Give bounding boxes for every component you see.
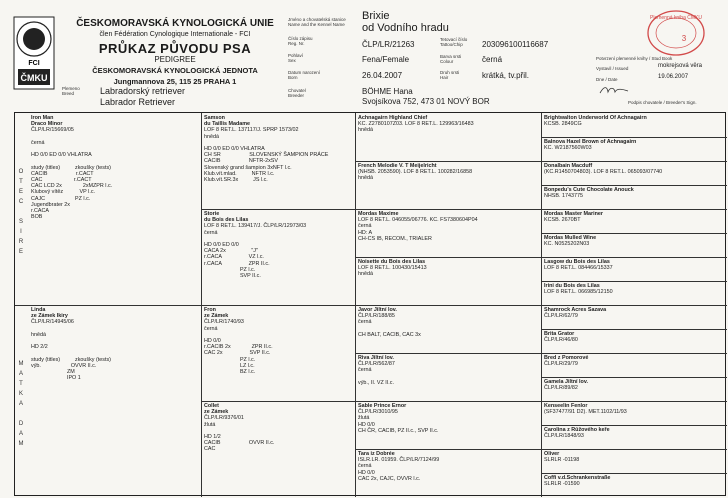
ancestor-cell: [544, 403, 725, 424]
ancestor-name: Irini du Bois des Lilas: [544, 283, 600, 289]
father-side-letter: E: [18, 249, 23, 255]
ancestor-name: Samson du Taillis Madame: [204, 115, 251, 128]
ancestor-name: Linda ze Zámek Ikiry: [31, 307, 68, 320]
ancestor-details: SLRLR -01590: [544, 481, 580, 488]
ancestor-details: ČLP/LR/188/85 černá CH BALT, CACIB, CAC 3x: [358, 313, 421, 338]
label-coat: Druh srsti Hair: [440, 70, 460, 80]
breed-label: Plemeno Breed: [62, 86, 80, 96]
ancestor-cell: [358, 163, 539, 208]
ancestor-details: ČLP/LR/3010/95 žlutá HD 0/0 CH ČR, CACIB, PZ II.c., SVP II.c.: [358, 409, 439, 434]
organization-block: [70, 18, 280, 87]
chip-number: 203096100116687: [482, 40, 549, 49]
ancestor-cell: [544, 163, 725, 184]
issued-label: Vystavil / Issued: [596, 66, 629, 71]
mother-side-letter: A: [18, 431, 23, 437]
ancestor-details: (KC.R1450704803). LOF 8 RET.L. 065093/07740: [544, 169, 663, 176]
mother-side-letter: M: [18, 441, 24, 447]
row-divider: [541, 305, 727, 306]
document-title: PRŮKAZ PŮVODU PSA: [98, 41, 252, 56]
row-divider: [541, 401, 727, 402]
ancestor-cell: [204, 211, 353, 304]
ancestor-name: Mordas Maxime: [358, 211, 399, 217]
ancestor-cell: [544, 475, 725, 496]
label-name: Jméno a chovatelská stanice Name and the Kennel Name: [288, 17, 346, 27]
ancestor-name: Brita Grator: [544, 331, 575, 337]
ancestor-details: (SF37477/91 D2). MET.1102/11/93: [544, 409, 627, 416]
breed-en: Labrador Retriever: [100, 97, 176, 107]
ancestor-details: LOF 8 RET.L. 100430/15413 hnědá: [358, 265, 427, 278]
org-membership: člen Fédération Cynologique Internationale - FCI: [99, 31, 251, 38]
ancestor-name: Shamrock Acres Sazava: [544, 307, 607, 313]
mother-side-letter: K: [18, 391, 23, 397]
org-unit: ČESKOMORAVSKÁ KYNOLOGICKÁ JEDNOTA: [92, 66, 258, 75]
ancestor-name: Riva Jiltní lov.: [358, 355, 394, 361]
stamp-label: Plemenná kniha ČMKU: [650, 15, 702, 21]
date-label: Dne / Date: [596, 77, 618, 82]
ancestor-name: Iron Man Draco Minor: [31, 115, 63, 128]
label-sex: Pohlaví Sex: [288, 53, 304, 63]
color-value: černá: [482, 55, 503, 64]
mother-side-letter: T: [19, 381, 23, 387]
ancestor-details: ČLP/LR/562/87 černá výb., II. VZ II.c.: [358, 361, 395, 386]
ancestor-name: Donalbain Macduff: [544, 163, 593, 169]
breeder-signature-label: Podpis chovatele / Breeder's Sign.: [628, 100, 697, 105]
issued-date: 19.06.2007: [658, 74, 689, 80]
stamp-number: 3: [681, 34, 687, 43]
ancestor-name: Tara iz Dobrée: [358, 451, 395, 457]
logo-text: FCI: [28, 60, 40, 67]
father-side-letter: C: [18, 199, 24, 205]
ancestor-details: KC. W2187560W03: [544, 145, 592, 152]
father-side-letter: I: [20, 229, 22, 235]
ancestor-cell: [544, 139, 725, 160]
row-divider: [541, 425, 727, 426]
coat-value: krátká, tv.přil.: [482, 71, 529, 80]
ancestor-details: KCSB. 2670BT: [544, 217, 581, 224]
ancestor-cell: [31, 307, 199, 496]
ancestor-cell: [544, 379, 725, 400]
breed-cz: Labradorský retriever: [100, 86, 186, 96]
ancestor-cell: [544, 235, 725, 256]
stud-book-label: Potvrzení plemenné knihy / Stud Book: [596, 56, 673, 61]
document-subtitle: PEDIGREE: [154, 55, 196, 64]
row-divider: [541, 353, 727, 354]
ancestor-details: SLRLR -01198: [544, 457, 580, 464]
row-divider: [541, 377, 727, 378]
label-dob: Datum narození Born: [288, 70, 321, 80]
ancestor-cell: [544, 307, 725, 328]
father-side-letter: E: [18, 189, 23, 195]
org-name: ČESKOMORAVSKÁ KYNOLOGICKÁ UNIE: [76, 18, 274, 29]
ancestor-cell: [544, 355, 725, 376]
ancestor-cell: [544, 187, 725, 208]
ancestor-name: Sable Prince Ernor: [358, 403, 407, 409]
mother-side-letter: D: [18, 421, 24, 427]
ancestor-cell: [358, 355, 539, 400]
ancestor-details: ČLP/LR/89/82: [544, 385, 578, 392]
reg-number: ČLP/LR/21263: [362, 40, 415, 49]
ancestor-details: LOF 8 RET.L. 066985/12150: [544, 289, 613, 296]
father-side-letter: T: [19, 179, 23, 185]
ancestor-name: Gamela Jiltní lov.: [544, 379, 588, 385]
ancestor-cell: [544, 259, 725, 280]
ancestor-cell: [204, 115, 353, 208]
ancestor-name: Oliver: [544, 451, 560, 457]
mother-side-letter: A: [18, 401, 23, 407]
label-breeder: Chovatel Breeder: [288, 88, 306, 98]
ancestor-details: KCSB. 2849CG: [544, 121, 582, 128]
ancestor-name: Mordas Master Mariner: [544, 211, 604, 217]
ancestor-details: ČLP/LR/15669/05 černá HD 0/0 ED 0/0 VHLATRA study (titles) zkoušky (tests) CACIB r.CACT CAC r.CACT CAC LCD 2x 2xMZPR l.c. Klubový vítěz VP l.c. CAJC PZ l.c. Jugendbrater 2x r.CACA BOB: [31, 127, 113, 221]
ancestor-details: ČLP/LR/9376/01 žlutá HD 1/2 CACIB OVVR II.c. CAC: [204, 415, 275, 453]
father-side-letter: O: [18, 169, 24, 175]
ancestor-name: Kenseelin Fenlor: [544, 403, 588, 409]
row-divider: [541, 185, 727, 186]
ancestor-name: Collet ze Zámek: [204, 403, 229, 416]
row-divider: [541, 329, 727, 330]
ancestor-details: ISLR.LR. 01959. ČLP/LR/7124/99 černá HD 0/0 CAC 2x, CAJC, OVVR l.c.: [358, 457, 440, 482]
ancestor-name: Fron ze Zámek: [204, 307, 229, 320]
ancestor-cell: [358, 115, 539, 160]
row-divider: [541, 161, 727, 162]
ancestor-name: Achnagairn Highland Chief: [358, 115, 428, 121]
father-side-letter: R: [18, 239, 24, 245]
row-divider: [541, 281, 727, 282]
ancestor-name: Mordas Mulled Wine: [544, 235, 597, 241]
ancestor-name: Javor Jiltní lov.: [358, 307, 397, 313]
pedigree-header: [0, 0, 728, 112]
org-address: Jungmannova 25, 115 25 PRAHA 1: [113, 77, 237, 86]
stud-book-stamp: [644, 7, 708, 59]
dob-value: 26.04.2007: [362, 71, 403, 80]
ancestor-cell: [358, 259, 539, 304]
ancestor-name: Carolina z Růžového keře: [544, 427, 610, 433]
ancestor-cell: [358, 451, 539, 496]
ancestor-name: Brightwalton Underworld Of Achnagairn: [544, 115, 647, 121]
ancestor-name: Lasgow du Bois des Lilas: [544, 259, 610, 265]
ancestor-details: KC. N0525202N03: [544, 241, 590, 248]
ancestor-cell: [204, 307, 353, 400]
ancestor-name: French Melodie V. T Meijelricht: [358, 163, 437, 169]
ancestor-details: ČLP/LR/46/80: [544, 337, 578, 344]
sex-value: Fena/Female: [362, 55, 410, 64]
ancestor-details: (NHSB. 2053590). LOF 8 RET.L. 100282/16858 hnědá: [358, 169, 473, 182]
ancestor-details: LOF 8 RET.L. 046055/06776. KC. FS7380604P04 černá HD: A CH-CS IB, RECOM., TRIALER: [358, 217, 478, 242]
row-divider: [541, 257, 727, 258]
ancestor-cell: [544, 331, 725, 352]
pedigree-table: [14, 112, 726, 496]
ancestor-name: Noisette du Bois des Lilas: [358, 259, 426, 265]
ancestor-cell: [358, 211, 539, 256]
ancestor-details: LOF 8 RET.L. 084466/15337: [544, 265, 613, 272]
ancestor-cell: [544, 427, 725, 448]
ancestor-name: Storie du Bois des Lilas: [204, 211, 249, 224]
fci-cmku-logo: [12, 15, 56, 91]
row-divider: [541, 449, 727, 450]
label-reg: Číslo zápisu Reg. Nr.: [288, 36, 313, 46]
mother-side-letter: M: [18, 361, 24, 367]
ancestor-cell: [358, 403, 539, 448]
ancestor-details: LOF 8 RET.L. 137117/J. SPRP 1573/02 hnědá HD 0/0 ED 0/0 VHLATRA CH SR SLOVENSKÝ ŠAMPION PRÁCE CACIB NFTR-2xSV Slovenský grand šampion 3xNFT l.c. Klub.vít.mlad. NFTR l.c. Klub.vít.SR.3x JS l.c.: [204, 127, 329, 184]
mother-side-letter: A: [18, 371, 23, 377]
ancestor-details: ČLP/LR/1848/93: [544, 433, 584, 440]
signature-icon: [598, 84, 632, 96]
issued-by: mokrejsová věra: [658, 63, 703, 69]
svg-text:ČMKU: ČMKU: [20, 73, 48, 83]
row-divider: [541, 233, 727, 234]
row-divider: [541, 473, 727, 474]
ancestor-name: Bred z Pomorové: [544, 355, 589, 361]
label-color: Barva srsti Colour: [440, 54, 462, 64]
ancestor-name: Balnova Hazel Brown of Achnagairn: [544, 139, 637, 145]
ancestor-details: NHSB. 1743775: [544, 193, 583, 200]
ancestor-name: Bonpedu's Cute Chocolate Anouck: [544, 187, 634, 193]
dog-name-line2: od Vodního hradu: [362, 22, 449, 34]
ancestor-cell: [358, 307, 539, 352]
breeder-name: BÖHME Hana: [362, 87, 413, 96]
ancestor-details: ČLP/LR/1740/93 černá HD 0/0 r.CACIB 2x ZPR II.c. CAC 2x SVP II.c. PZ l.c. LZ l.c. BZ l.c.: [204, 319, 273, 376]
ancestor-details: ČLP/LR/14945/06 hnědá HD 2/2 study (titles) zkoušky (tests) výb. OVVR II.c. ZM IPO 1: [31, 319, 111, 382]
row-divider: [541, 137, 727, 138]
breeder-address: Svojsíkova 752, 473 01 NOVÝ BOR: [362, 97, 490, 106]
ancestor-name: Coffi v.d.Schrankenstraße: [544, 475, 611, 481]
ancestor-details: ČLP/LR/29/79: [544, 361, 578, 368]
ancestor-cell: [544, 451, 725, 472]
ancestor-details: KC. Z2780107Z03. LOF 8 RET.L. 129963/16483 hnědá: [358, 121, 474, 134]
ancestor-details: ČLP/LR/62/79: [544, 313, 578, 320]
label-tattoo: Tetovací číslo Tattoo/Chip: [440, 37, 468, 47]
ancestor-cell: [31, 115, 199, 304]
father-side-letter: S: [18, 219, 23, 225]
ancestor-cell: [544, 283, 725, 304]
ancestor-cell: [544, 211, 725, 232]
ancestor-cell: [204, 403, 353, 496]
ancestor-cell: [544, 115, 725, 136]
ancestor-details: LOF 8 RET.L. 139417/J. ČLP/LR/12973/03 černá HD 0/0 ED 0/0 CACA 2x "J" r.CACA VZ l.c. r.CACA ZPR II.c. PZ l.c. SVP II.c.: [204, 223, 307, 280]
dog-name-line1: Brixie: [362, 10, 390, 22]
row-divider: [541, 209, 727, 210]
